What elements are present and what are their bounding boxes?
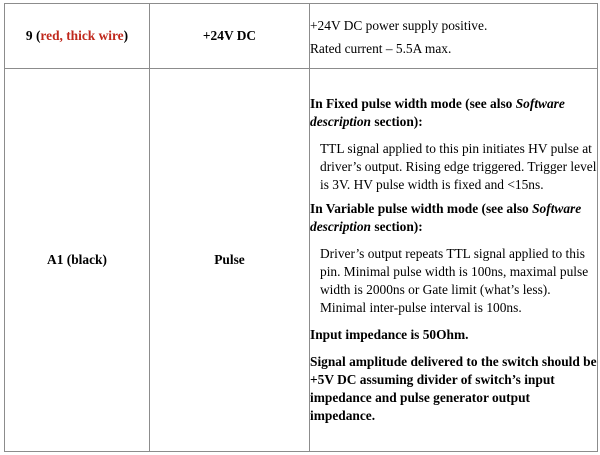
variable-mode-heading: In Variable pulse width mode (see also Software description section): [310,201,582,234]
impedance-note: Input impedance is 50Ohm. [310,327,469,342]
table-row [5,69,598,452]
pin-paren-close: ) [123,28,129,43]
description-cell [310,4,598,69]
pin-cell [5,4,150,69]
fixed-mode-heading: In Fixed pulse width mode (see also Software description section): [310,96,565,129]
fixed-mode-body: TTL signal applied to this pin initiates HV pulse at driver’s output. Rising edge triggered. Trigger level is 3V. HV pulse width is fixed and <15ns. [320,141,597,192]
pin-wire-note: red, thick wire [40,28,124,43]
description-cell [310,69,598,452]
description-line: +24V DC power supply positive. [310,17,488,33]
amplitude-note: Signal amplitude delivered to the switch should be +5V DC assuming divider of switch’s input impedance and pulse generator output impedance. [310,354,597,423]
table-row [5,4,598,69]
signal-cell: +24V DC [150,4,310,69]
pin-description-table [4,3,598,452]
pin-paren-open: ( [32,28,41,43]
signal-cell: Pulse [150,69,310,452]
pin-number: 9 [25,28,33,43]
variable-mode-body: Driver’s output repeats TTL signal applied to this pin. Minimal pulse width is 100ns, maximal pulse width is 2000ns or Gate limit (what’s less). Minimal inter-pulse interval is 100ns. [320,246,589,315]
pin-cell: A1 (black) [5,69,150,452]
description-line: Rated current – 5.5A max. [310,40,452,56]
